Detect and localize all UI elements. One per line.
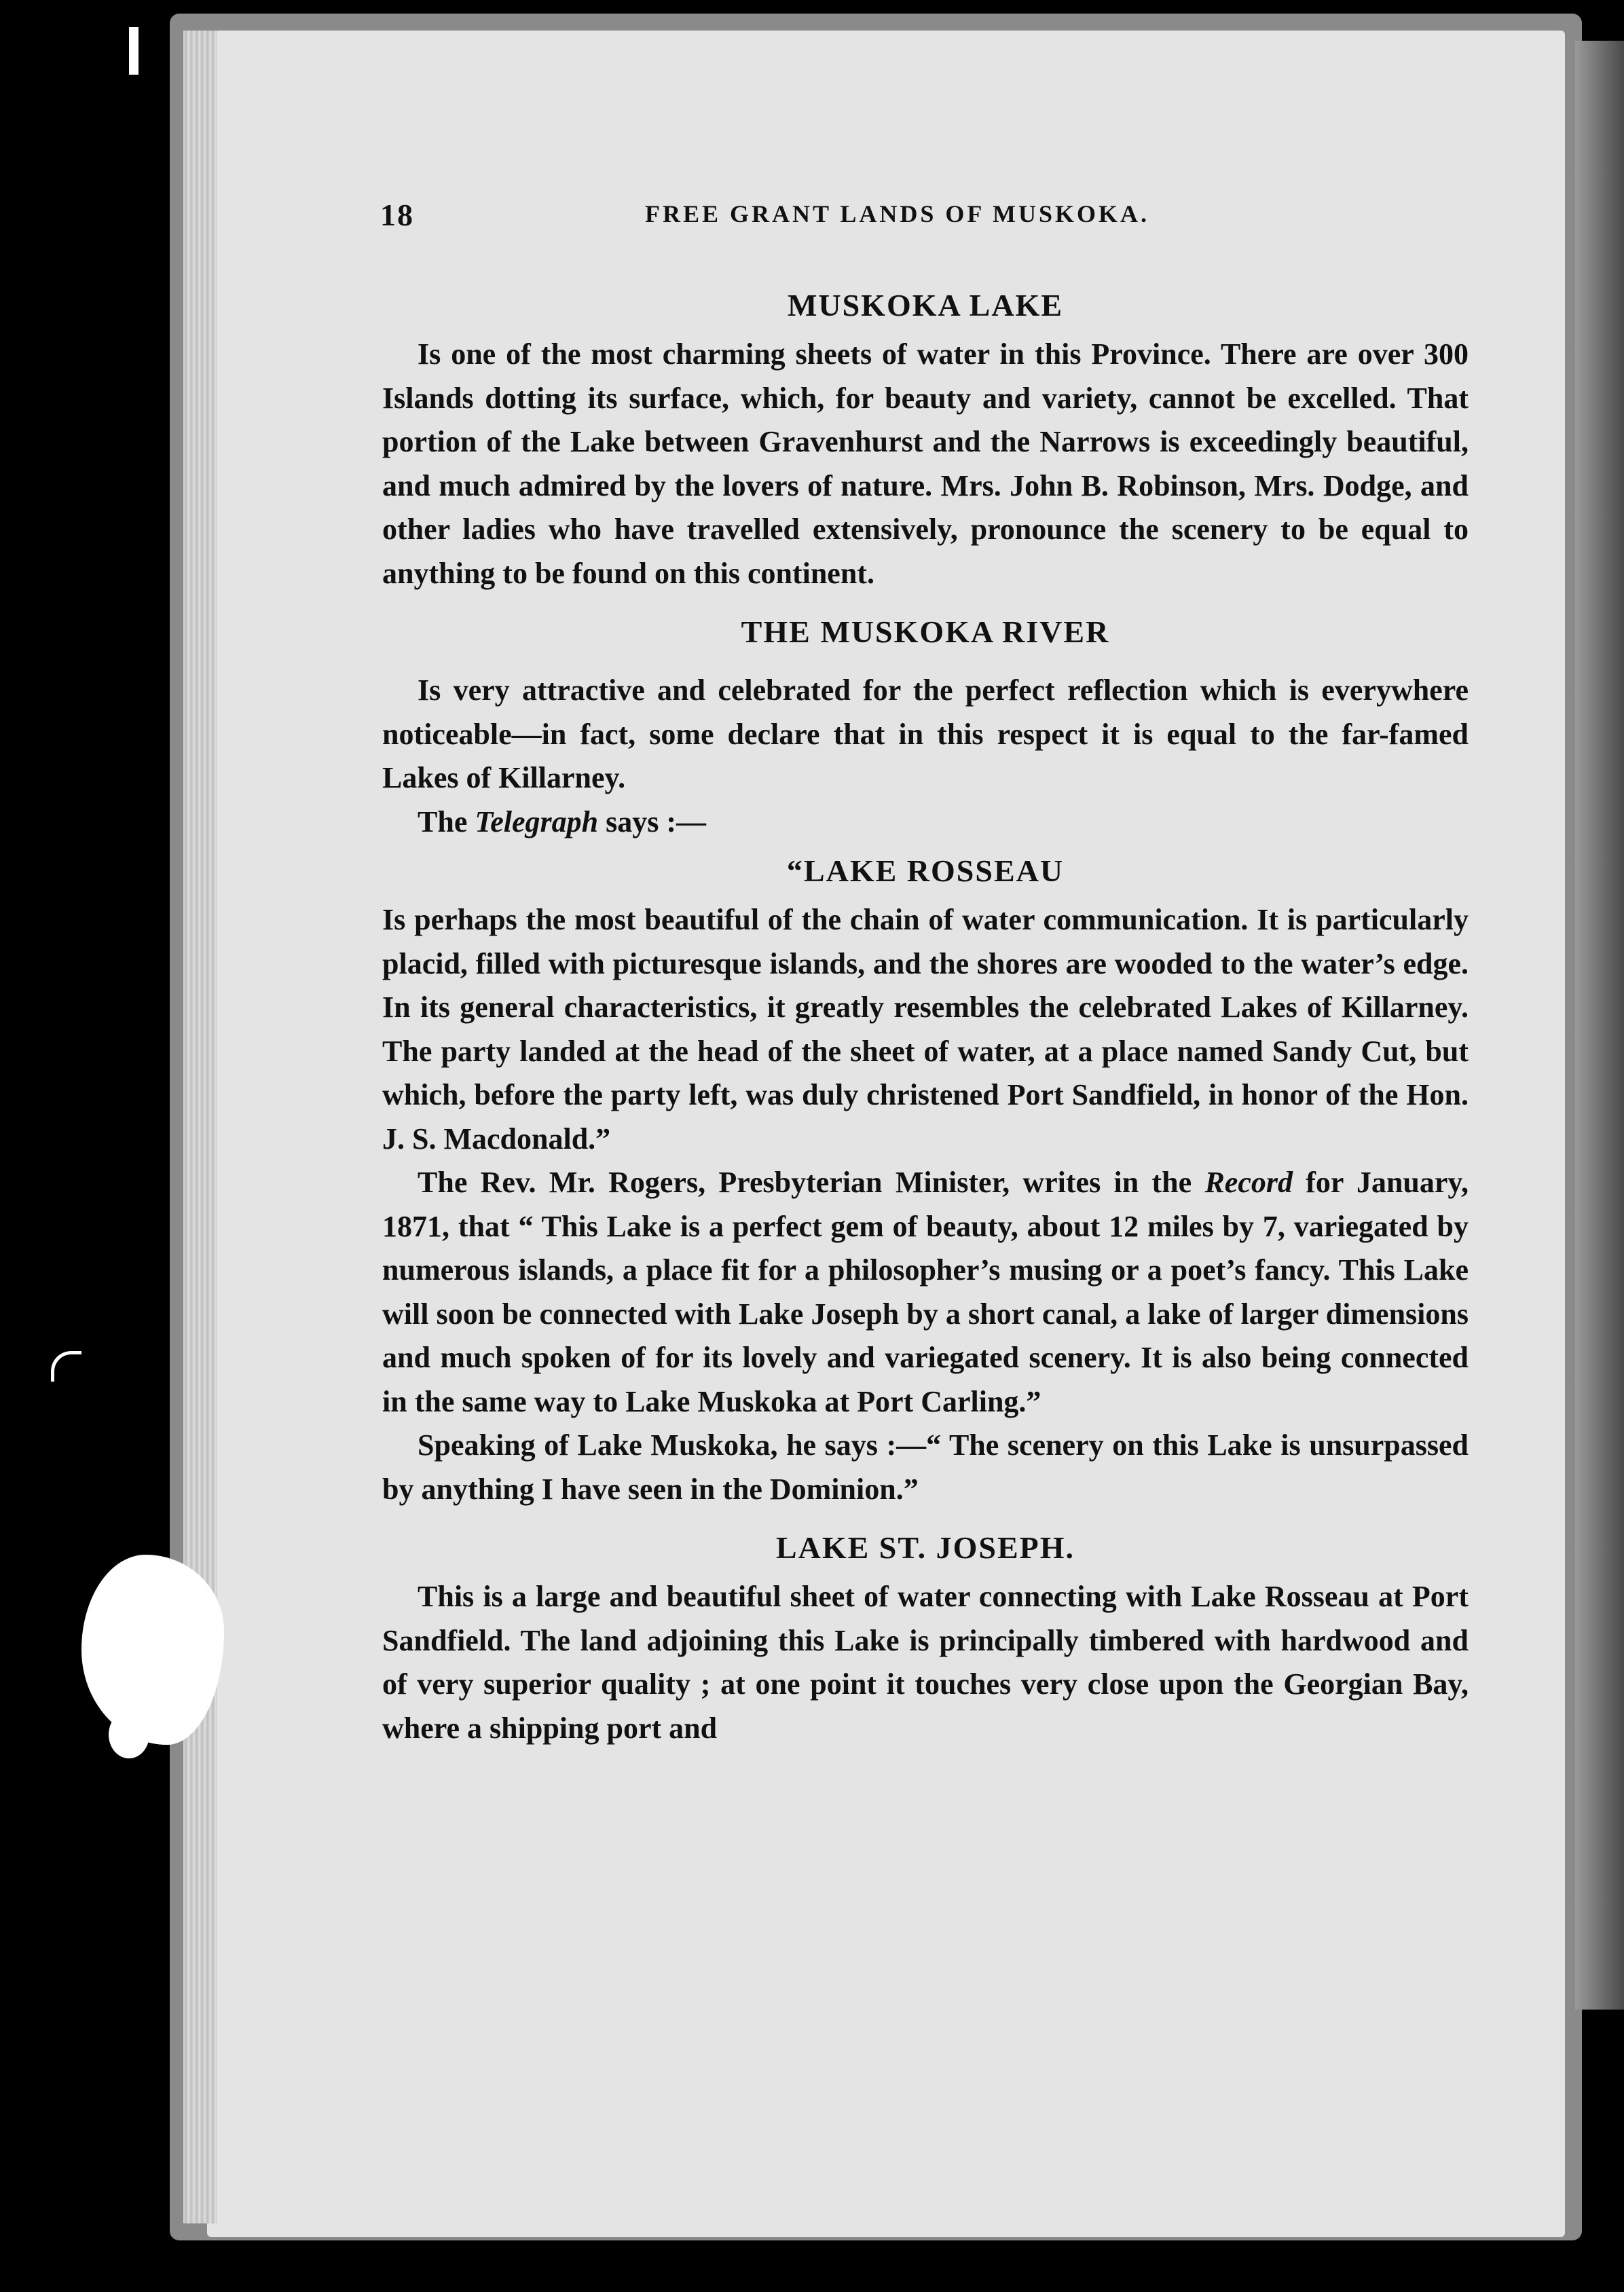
paragraph-telegraph-intro <box>382 800 1469 845</box>
page-stack-edge <box>183 31 217 2223</box>
telegraph-post: says :— <box>598 805 706 838</box>
paragraph-lake-rosseau: Is perhaps the most beautiful of the chain of water communication. It is particularly placid, filled with picturesque islands, and the shores are wooded to the water’s edge. In its general characteristics, it greatly resembles the celebrated Lakes of Killarney. The party landed at the head of the sheet of water, at a place named Sandy Cut, but which, before the party left, was duly christened Port Sandfield, in honor of the Hon. J. S. Macdonald.” <box>382 903 1469 1156</box>
rogers-pre: The Rev. Mr. Rogers, Presbyterian Minister, writes in the <box>418 1166 1205 1199</box>
paragraph-muskoka-lake: Is one of the most charming sheets of water in this Province. There are over 300 Islands dotting its surface, which, for beauty and variety, cannot be excelled. That portion of the Lake between Gravenhurst and the Narrows is exceedingly beautiful, and much admired by the lovers of nature. Mrs. John B. Robinson, Mrs. Dodge, and other ladies who have travelled extensively, pronounce the scenery to be equal to anything to be found on this continent. <box>382 337 1469 590</box>
page-content <box>382 278 1469 1750</box>
paragraph-speaking-muskoka: Speaking of Lake Muskoka, he says :—“ The scenery on this Lake is unsurpassed by anything I have seen in the Dominion.” <box>382 1428 1469 1506</box>
telegraph-pre: The <box>418 805 475 838</box>
running-title: FREE GRANT LANDS OF MUSKOKA. <box>645 200 1150 227</box>
telegraph-name: Telegraph <box>475 805 599 838</box>
page-header <box>380 197 1507 244</box>
paragraph-muskoka-river: Is very attractive and celebrated for the perfect reflection which is everywhere noticeable—in fact, some declare that in this respect it is equal to the far-famed Lakes of Killarney. <box>382 673 1469 794</box>
paper-damage-blot <box>81 1555 224 1745</box>
adjacent-page-edge <box>1575 41 1624 2010</box>
scan-artifact-curve <box>51 1351 81 1382</box>
record-name: Record <box>1204 1166 1293 1199</box>
heading-lake-rosseau: “LAKE ROSSEAU <box>786 853 1065 888</box>
paragraph-lake-st-joseph: This is a large and beautiful sheet of water connecting with Lake Rosseau at Port Sandfield. The land adjoining this Lake is principally timbered with hardwood and of very superior quality ; at one point it touches very close upon the Georgian Bay, where a shipping port and <box>382 1580 1469 1745</box>
page-number: 18 <box>380 198 414 232</box>
paragraph-rev-rogers <box>382 1161 1469 1424</box>
rogers-post: for January, 1871, that “ This Lake is a perfect gem of beauty, about 12 miles by 7, variegated by numerous islands, a place fit for a philosopher’s musing or a poet’s fancy. This Lake will soon be connected with Lake Joseph by a short canal, a lake of larger dimensions and much spoken of for its lovely and variegated scenery. It is also being connected in the same way to Lake Muskoka at Port Carling.” <box>382 1166 1469 1418</box>
heading-muskoka-river: THE MUSKOKA RIVER <box>741 614 1110 649</box>
heading-muskoka-lake: MUSKOKA LAKE <box>787 288 1064 322</box>
scan-artifact-mark <box>129 27 139 75</box>
paper-damage-blot-small <box>109 1711 149 1758</box>
heading-lake-st-joseph: LAKE ST. JOSEPH. <box>775 1530 1075 1565</box>
